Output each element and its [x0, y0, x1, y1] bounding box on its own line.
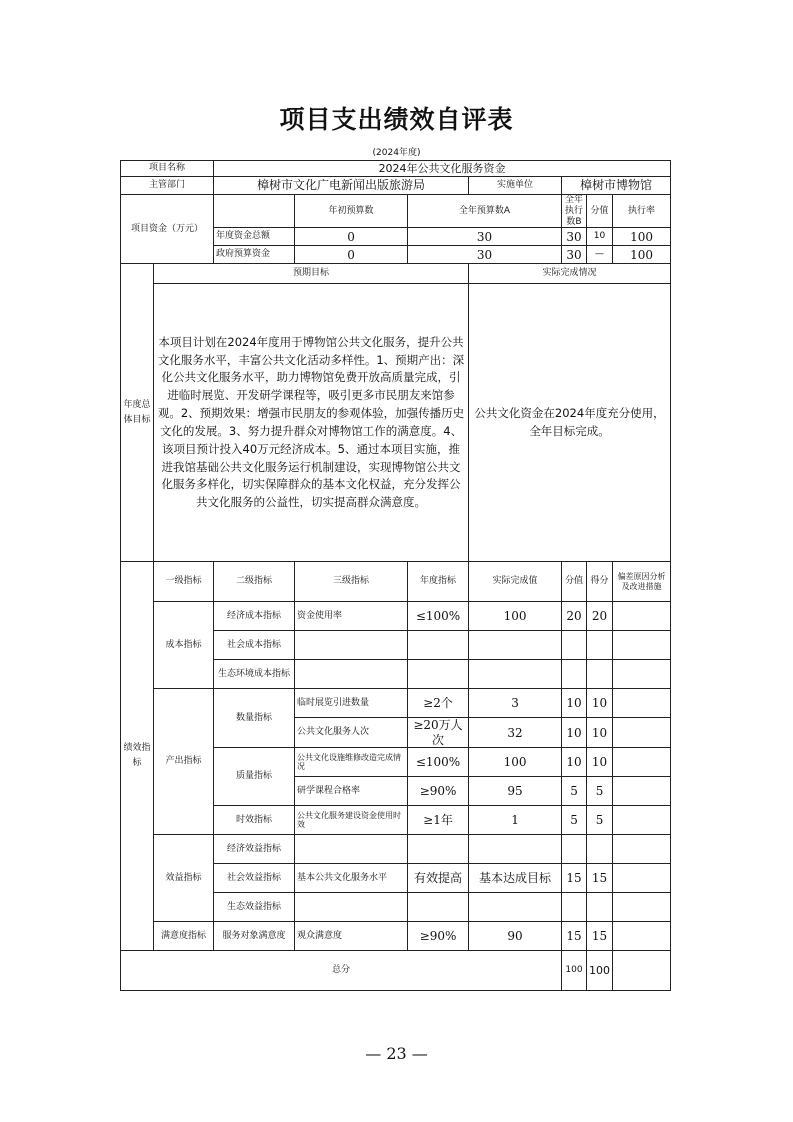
cost-l3: 资金使用率	[295, 602, 408, 631]
output-qty-l2: 数量指标	[214, 689, 295, 748]
goal-label: 年度总体目标	[121, 264, 154, 562]
funds-label: 项目资金（万元）	[121, 195, 214, 264]
perf-header-l1: 一级指标	[154, 562, 214, 602]
satisfaction-score: 15	[562, 922, 587, 951]
output-score: 5	[562, 777, 587, 806]
benefit-l1: 效益指标	[154, 835, 214, 922]
goal-body-row	[121, 284, 671, 562]
project-name-label: 项目名称	[121, 161, 214, 177]
funds-header-budget: 年初预算数	[295, 195, 408, 228]
output-l1: 产出指标	[154, 689, 214, 835]
funds-row-name: 年度资金总额	[214, 228, 295, 246]
perf-header-l2: 二级指标	[214, 562, 295, 602]
perf-row	[121, 835, 671, 864]
cost-score: 20	[562, 602, 587, 631]
funds-row-budget: 0	[295, 246, 408, 264]
output-l3: 公共文化服务人次	[295, 718, 408, 748]
output-target: ≥2个	[408, 689, 469, 718]
funds-header-blank	[214, 195, 295, 228]
output-score: 5	[562, 806, 587, 835]
funds-row-name: 政府预算资金	[214, 246, 295, 264]
dept-row	[121, 177, 671, 195]
perf-header-actual: 实际完成值	[469, 562, 562, 602]
benefit-econ-l2: 经济效益指标	[214, 835, 295, 864]
funds-header-row	[121, 195, 671, 228]
total-score: 100	[562, 951, 587, 991]
funds-row-annual: 30	[408, 246, 562, 264]
cost-got: 20	[587, 602, 613, 631]
funds-row-annual: 30	[408, 228, 562, 246]
dept-value: 樟树市文化广电新闻出版旅游局	[214, 177, 469, 195]
satisfaction-l3: 观众满意度	[295, 922, 408, 951]
funds-header-score: 分值	[587, 195, 613, 228]
funds-row-exec: 30	[562, 228, 587, 246]
output-target: ≥90%	[408, 777, 469, 806]
perf-label: 绩效指标	[121, 562, 154, 951]
project-row	[121, 161, 671, 177]
output-target: ≤100%	[408, 748, 469, 777]
funds-row-budget: 0	[295, 228, 408, 246]
benefit-social-l2: 社会效益指标	[214, 864, 295, 893]
output-quality-l2: 质量指标	[214, 748, 295, 806]
output-got: 10	[587, 689, 613, 718]
funds-row-rate: 100	[613, 228, 671, 246]
benefit-social-score: 15	[562, 864, 587, 893]
evaluation-table	[120, 160, 671, 991]
total-got: 100	[587, 951, 613, 991]
total-label: 总分	[121, 951, 562, 991]
cost-l2: 社会成本指标	[214, 631, 295, 660]
output-got: 5	[587, 806, 613, 835]
cost-l1: 成本指标	[154, 602, 214, 689]
output-score: 10	[562, 748, 587, 777]
perf-row	[121, 689, 671, 718]
cost-reason	[613, 602, 671, 631]
satisfaction-l2: 服务对象满意度	[214, 922, 295, 951]
cost-l2: 生态环境成本指标	[214, 660, 295, 689]
goal-header-row	[121, 264, 671, 284]
funds-header-annual: 全年预算数A	[408, 195, 562, 228]
cost-l2: 经济成本指标	[214, 602, 295, 631]
benefit-social-target: 有效提高	[408, 864, 469, 893]
perf-row	[121, 602, 671, 631]
output-actual: 100	[469, 748, 562, 777]
output-actual: 95	[469, 777, 562, 806]
satisfaction-target: ≥90%	[408, 922, 469, 951]
goal-actual-text: 公共文化资金在2024年度充分使用，全年目标完成。	[469, 284, 671, 562]
cost-target: ≤100%	[408, 602, 469, 631]
perf-header-row	[121, 562, 671, 602]
perf-header-reason: 偏差原因分析及改进措施	[613, 562, 671, 602]
output-got: 5	[587, 777, 613, 806]
funds-header-exec: 全年执行数B	[562, 195, 587, 228]
output-l3: 研学课程合格率	[295, 777, 408, 806]
year-label: (2024年度)	[372, 148, 421, 158]
goal-expected-header: 预期目标	[154, 264, 469, 284]
output-target: ≥20万人次	[408, 718, 469, 748]
output-score: 10	[562, 718, 587, 748]
project-name-value: 2024年公共文化服务资金	[214, 161, 671, 177]
funds-header-rate: 执行率	[613, 195, 671, 228]
perf-row	[121, 922, 671, 951]
goal-actual-header: 实际完成情况	[469, 264, 671, 284]
satisfaction-got: 15	[587, 922, 613, 951]
output-actual: 1	[469, 806, 562, 835]
output-score: 10	[562, 689, 587, 718]
page-title: 项目支出绩效自评表	[279, 105, 514, 134]
perf-header-score: 分值	[562, 562, 587, 602]
satisfaction-actual: 90	[469, 922, 562, 951]
funds-row-score: 10	[587, 228, 613, 246]
funds-row-score: —	[587, 246, 613, 264]
output-l3: 公共文化服务建设资金使用时效	[295, 806, 408, 835]
goal-expected-text: 本项目计划在2024年度用于博物馆公共文化服务，提升公共文化服务水平，丰富公共文化活动多样性。1、预期产出：深化公共文化服务水平，助力博物馆免费开放高质量完成，引进临时展览、开发研学课程等，吸引更多市民朋友来馆参观。2、预期效果：增强市民朋友的参观体验，加强传播历史文化的发展。3、努力提升群众对博物馆工作的满意度。4、该项目预计投入40万元经济成本。5、通过本项目实施，推进我馆基础公共文化服务运行机制建设，实现博物馆公共文化服务多样化，切实保障群众的基本文化权益，充分发挥公共文化服务的公益性，切实提高群众满意度。	[154, 284, 469, 562]
output-l3: 临时展览引进数量	[295, 689, 408, 718]
cost-actual: 100	[469, 602, 562, 631]
output-l3: 公共文化设施维修改造完成情况	[295, 748, 408, 777]
page-number: — 23 —	[365, 1044, 428, 1063]
output-got: 10	[587, 718, 613, 748]
funds-row-rate: 100	[613, 246, 671, 264]
satisfaction-l1: 满意度指标	[154, 922, 214, 951]
output-got: 10	[587, 748, 613, 777]
funds-row-exec: 30	[562, 246, 587, 264]
benefit-social-got: 15	[587, 864, 613, 893]
dept-label: 主管部门	[121, 177, 214, 195]
output-target: ≥1年	[408, 806, 469, 835]
impl-label: 实施单位	[469, 177, 562, 195]
perf-header-l3: 三级指标	[295, 562, 408, 602]
perf-header-got: 得分	[587, 562, 613, 602]
output-time-l2: 时效指标	[214, 806, 295, 835]
benefit-eco-l2: 生态效益指标	[214, 893, 295, 922]
perf-header-target: 年度指标	[408, 562, 469, 602]
output-actual: 3	[469, 689, 562, 718]
total-row	[121, 951, 671, 991]
benefit-social-l3: 基本公共文化服务水平	[295, 864, 408, 893]
output-actual: 32	[469, 718, 562, 748]
impl-value: 樟树市博物馆	[562, 177, 671, 195]
benefit-social-actual: 基本达成目标	[469, 864, 562, 893]
